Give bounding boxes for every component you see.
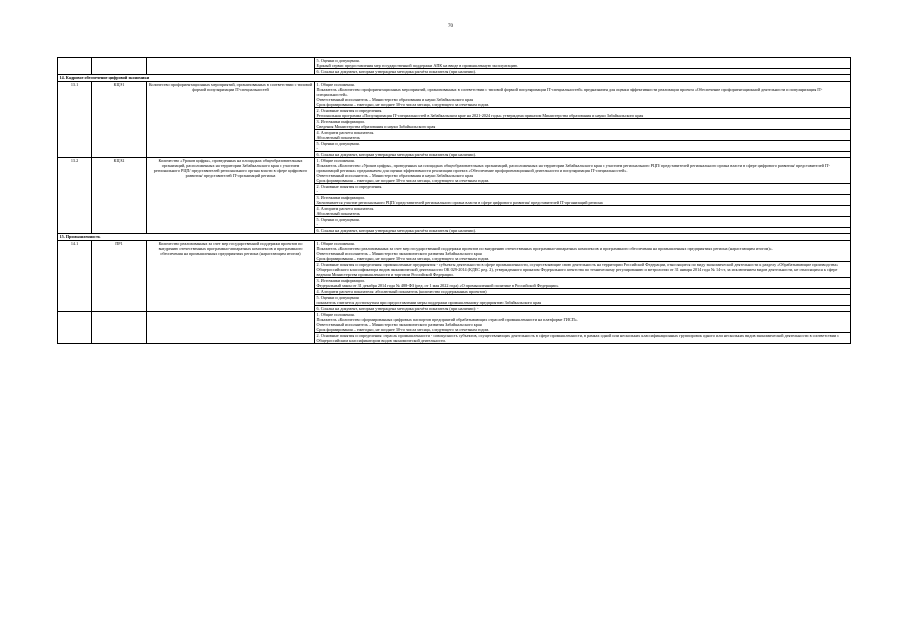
text-line: Засчитывается участие регионального РЦП/ представителей регионального органа власти в сфере цифрового развития/ представителей IT-организаций региона <box>316 200 603 205</box>
text-line: - <box>316 189 318 194</box>
text-line: - <box>316 146 318 151</box>
methodology-cell <box>315 58 851 69</box>
page-number: 70 <box>448 24 453 29</box>
text-line: 6. Ссылка на документ, которым утверждена методика расчёта показателя (при наличии). <box>316 152 476 157</box>
indicator-code <box>92 312 147 344</box>
text-line: 2. Основные понятия и определения. <box>316 108 383 113</box>
text-line: Срок формирования – ежегодно, не позднее 30-го числа месяца, следующего за отчетным годом. <box>316 256 490 261</box>
table-row <box>58 158 851 184</box>
text-line: 4. Алгоритм расчета показателя: абсолютный показатель (количество поддержанных проектов) <box>316 289 487 294</box>
text-line: Ответственный исполнитель – Министерство экономического развития Забайкальского края <box>316 251 482 256</box>
indicator-number: 13.2 <box>58 158 92 234</box>
methodology-cell <box>315 195 851 206</box>
methodology-cell <box>315 333 851 344</box>
text-line: 5. Оценки и допущения. <box>316 58 360 63</box>
methodology-cell <box>315 295 851 306</box>
methodology-cell <box>315 262 851 278</box>
indicator-name: Количество «Уроков цифры», проведенных на площадках общеобразовательных организаций, расположенных на территории Забайкальского края с участием регионального РЦП/ представителей регионального органа власти в сфере цифрового развития/ представителей IT-организаций региона <box>147 158 315 234</box>
methodology-cell <box>315 130 851 141</box>
text-line: Региональная программа «Популяризация IT-специальностей в Забайкальском крае на 2021-2024 годы» утверждена приказом Министерства образования и науки Забайкальского края <box>316 113 644 118</box>
text-line: 6. Ссылка на документ, которым утверждена методика расчёта показателя (при наличии). <box>316 228 476 233</box>
table-row <box>58 312 851 333</box>
methodology-cell <box>315 82 851 108</box>
section-row <box>58 234 851 241</box>
text-line: показатель считается достигнутым при предоставлении меры поддержки промышленному предприятию Забайкальского края <box>316 300 542 305</box>
table-row <box>58 241 851 262</box>
text-line: 2. Основные понятия и определения: отрасль промышленности - совокупность субъектов, осуществляющих деятельность в сфере промышленности, в рамках одной или нескольких классификационных группировок одного или нескольких видов экономической деятельности в соответствии с Общероссийским классификатором видов экономической деятельности. <box>316 333 840 343</box>
text-line: 6. Ссылка на документ, которым утверждена методика расчёта показателя (при наличии). <box>316 69 476 74</box>
indicator-number <box>58 58 92 75</box>
indicator-name: Количество реализованных за счет мер государственной поддержки проектов по внедрению отечественных программно-аппаратных комплексов и программного обеспечения на промышленных предприятиях региона (нарастающим итогом) <box>147 241 315 312</box>
text-line: Показатель «Количество сформированных цифровых паспортов предприятий обрабатывающих отраслей промышленности на платформе ГИСП». <box>316 317 578 322</box>
indicator-number <box>58 312 92 344</box>
text-line: Единый сервис предоставления мер государственной поддержки АПК на вводе в промышленную эксплуатацию. <box>316 63 519 68</box>
methodology-cell <box>315 278 851 289</box>
text-line: Срок формирования – ежегодно, не позднее 30-го числа месяца, следующего за отчетным годом. <box>316 102 490 107</box>
indicator-number: 13.1 <box>58 82 92 158</box>
text-line: 1. Общие положения. <box>316 312 355 317</box>
table-row <box>58 58 851 69</box>
text-line: Абсолютный показатель <box>316 135 360 140</box>
text-line: 4. Алгоритм расчета показателя. <box>316 130 375 135</box>
indicators-table <box>57 57 851 344</box>
indicator-code: КЦЭ2 <box>92 158 147 234</box>
text-line: 3. Источники информации. <box>316 195 365 200</box>
text-line: Федеральный закон от 31 декабря 2014 года № 488-ФЗ (ред. от 1 мая 2022 года) «О промышленной политике в Российской Федерации» <box>316 283 559 288</box>
indicator-name <box>147 312 315 344</box>
indicator-code: ПР1 <box>92 241 147 312</box>
text-line: Ответственный исполнитель – Министерство экономического развития Забайкальского края <box>316 322 482 327</box>
text-line: 3. Источники информации. <box>316 278 365 283</box>
section-heading: 14. Кадровое обеспечение цифровой экономики <box>58 75 851 82</box>
section-row <box>58 75 851 82</box>
methodology-cell <box>315 312 851 333</box>
table-row <box>58 82 851 108</box>
text-line: 1. Общие положения. <box>316 82 355 87</box>
text-line: Срок формирования – ежегодно, не позднее 30-го числа месяца, следующего за отчетным годом. <box>316 327 490 332</box>
methodology-cell <box>315 141 851 152</box>
methodology-cell <box>315 217 851 228</box>
text-line: Ответственный исполнитель – Министерство образования и науки Забайкальского края <box>316 173 474 178</box>
text-line: Срок формирования – ежегодно, не позднее 30-го числа месяца, следующего за отчетным годом. <box>316 178 490 183</box>
text-line: 1. Общие положения. <box>316 158 355 163</box>
text-line: 2. Основные понятия и определения. <box>316 184 383 189</box>
text-line: 2. Основные понятия и определения: промышленные предприятия - субъекты деятельности в сфере промышленности, осуществляющие свою деятельность на территории Российской Федерации, относящиеся по виду экономической деятельности к разделу «Обрабатывающие производства» Общероссийского классификатора видов экономической деятельности ОК 029-2014 (КДЕС ред. 2), утвержденного приказом Федерального агентства по техническому регулированию и метрологии от 31 января 2014 года № 14-ст, за исключением видов деятельности, не относящихся к сфере ведения Министерства промышленности и торговли Российской Федерации. <box>316 262 839 277</box>
methodology-cell <box>315 206 851 217</box>
text-line: Сведения Министерства образования и науки Забайкальского края <box>316 124 436 129</box>
indicator-code <box>92 58 147 75</box>
section-heading: 15. Промышленность <box>58 234 851 241</box>
indicator-number: 14.1 <box>58 241 92 312</box>
text-line: - <box>316 222 318 227</box>
methodology-cell <box>315 119 851 130</box>
text-line: Ответственный исполнитель – Министерство образования и науки Забайкальского края <box>316 97 474 102</box>
indicator-name <box>147 58 315 75</box>
text-line: Показатель «Количество профориентационных мероприятий, организованных в соответствии с типовой формой популяризации IT-специальностей» предназначен для оценки эффективности реализации проекта «Обеспечение профориентационной деятельности и популяризация IT-специальностей». <box>316 87 823 97</box>
indicator-name: Количество профориентационных мероприятий, организованных в соответствии с типовой формой популяризации IT-специальностей <box>147 82 315 158</box>
text-line: 5. Оценки и допущения. <box>316 141 360 146</box>
indicator-code: КЦЭ1 <box>92 82 147 158</box>
text-line: 6. Ссылка на документ, которым утверждена методика расчёта показателя (при наличии): - <box>316 306 479 311</box>
text-line: Показатель «Количество реализованных за счет мер государственной поддержки проектов по внедрению отечественных программно-аппаратных комплексов и программного обеспечения на промышленных предприятиях региона (нарастающим итогом)». <box>316 246 773 251</box>
text-line: Показатель «Количество «Уроков цифры», проведенных на площадках общеобразовательных организаций, расположенных на территории Забайкальского края с участием регионального РЦП/ представителей регионального органа власти в сфере цифрового развития/ представителей IT-организаций региона» предназначен для оценки эффективности реализации проекта «Обеспечение профориентационной деятельности и популяризация IT-специальностей». <box>316 163 830 173</box>
methodology-cell <box>315 184 851 195</box>
methodology-cell <box>315 158 851 184</box>
text-line: 5. Оценки и допущения. <box>316 217 360 222</box>
text-line: 1. Общие положения. <box>316 241 355 246</box>
methodology-cell <box>315 108 851 119</box>
text-line: 4. Алгоритм расчета показателя. <box>316 206 375 211</box>
methodology-cell <box>315 241 851 262</box>
text-line: Абсолютный показатель <box>316 211 360 216</box>
text-line: 3. Источники информации. <box>316 119 365 124</box>
text-line: 5. Оценки и допущения <box>316 295 359 300</box>
